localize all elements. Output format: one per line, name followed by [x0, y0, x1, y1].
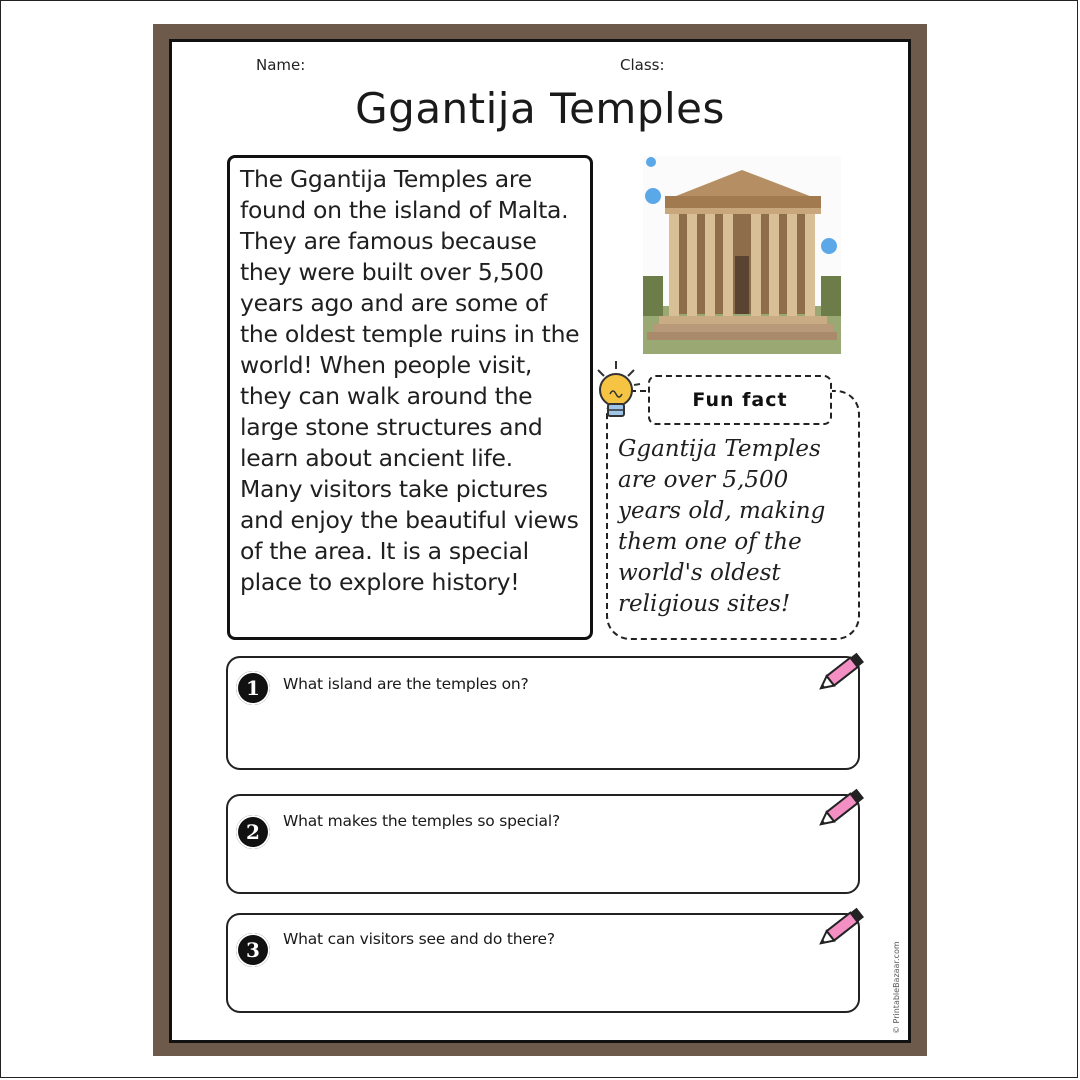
answer-box-3[interactable]: [226, 913, 860, 1013]
question-number-2: 2: [236, 815, 270, 849]
answer-box-2[interactable]: [226, 794, 860, 894]
passage-line: the oldest temple ruins in the: [240, 320, 580, 348]
passage-line: The Ggantija Temples are: [240, 165, 532, 193]
passage-line: years ago and are some of: [240, 289, 548, 317]
fun-fact-line: them one of the: [618, 529, 802, 555]
page-title: Ggantija Temples: [355, 84, 725, 133]
passage-line: world! When people visit,: [240, 351, 533, 379]
passage-line: place to explore history!: [240, 568, 520, 596]
fun-fact-label: Fun fact: [648, 375, 832, 425]
fun-fact-line: religious sites!: [618, 591, 791, 617]
lightbulb-icon: [592, 360, 644, 422]
passage-line: and enjoy the beautiful views: [240, 506, 579, 534]
passage-line: learn about ancient life.: [240, 444, 513, 472]
question-number-1: 1: [236, 671, 270, 705]
passage-line: large stone structures and: [240, 413, 543, 441]
fun-fact-line: years old, making: [618, 498, 826, 524]
passage-text: [240, 164, 580, 598]
passage-line: they can walk around the: [240, 382, 533, 410]
passage-line: found on the island of Malta.: [240, 196, 569, 224]
fun-fact-line: world's oldest: [618, 560, 781, 586]
question-text-1: What island are the temples on?: [283, 675, 529, 693]
name-label: Name:: [256, 56, 306, 74]
passage-line: Many visitors take pictures: [240, 475, 548, 503]
question-number-3: 3: [236, 933, 270, 967]
copyright-credit: © PrintableBazaar.com: [892, 941, 901, 1034]
pencil-icon: [816, 650, 868, 696]
reading-passage: [227, 155, 593, 640]
answer-box-1[interactable]: [226, 656, 860, 770]
pencil-icon: [816, 905, 868, 951]
question-text-2: What makes the temples so special?: [283, 812, 560, 830]
temple-icon: [643, 156, 841, 354]
pencil-icon: [816, 786, 868, 832]
fun-fact-text: [618, 434, 854, 620]
class-label: Class:: [620, 56, 665, 74]
passage-line: They are famous because: [240, 227, 537, 255]
passage-line: of the area. It is a special: [240, 537, 529, 565]
fun-fact-line: Ggantija Temples: [618, 436, 821, 462]
fun-fact-line: are over 5,500: [618, 467, 789, 493]
question-text-3: What can visitors see and do there?: [283, 930, 555, 948]
passage-line: they were built over 5,500: [240, 258, 544, 286]
